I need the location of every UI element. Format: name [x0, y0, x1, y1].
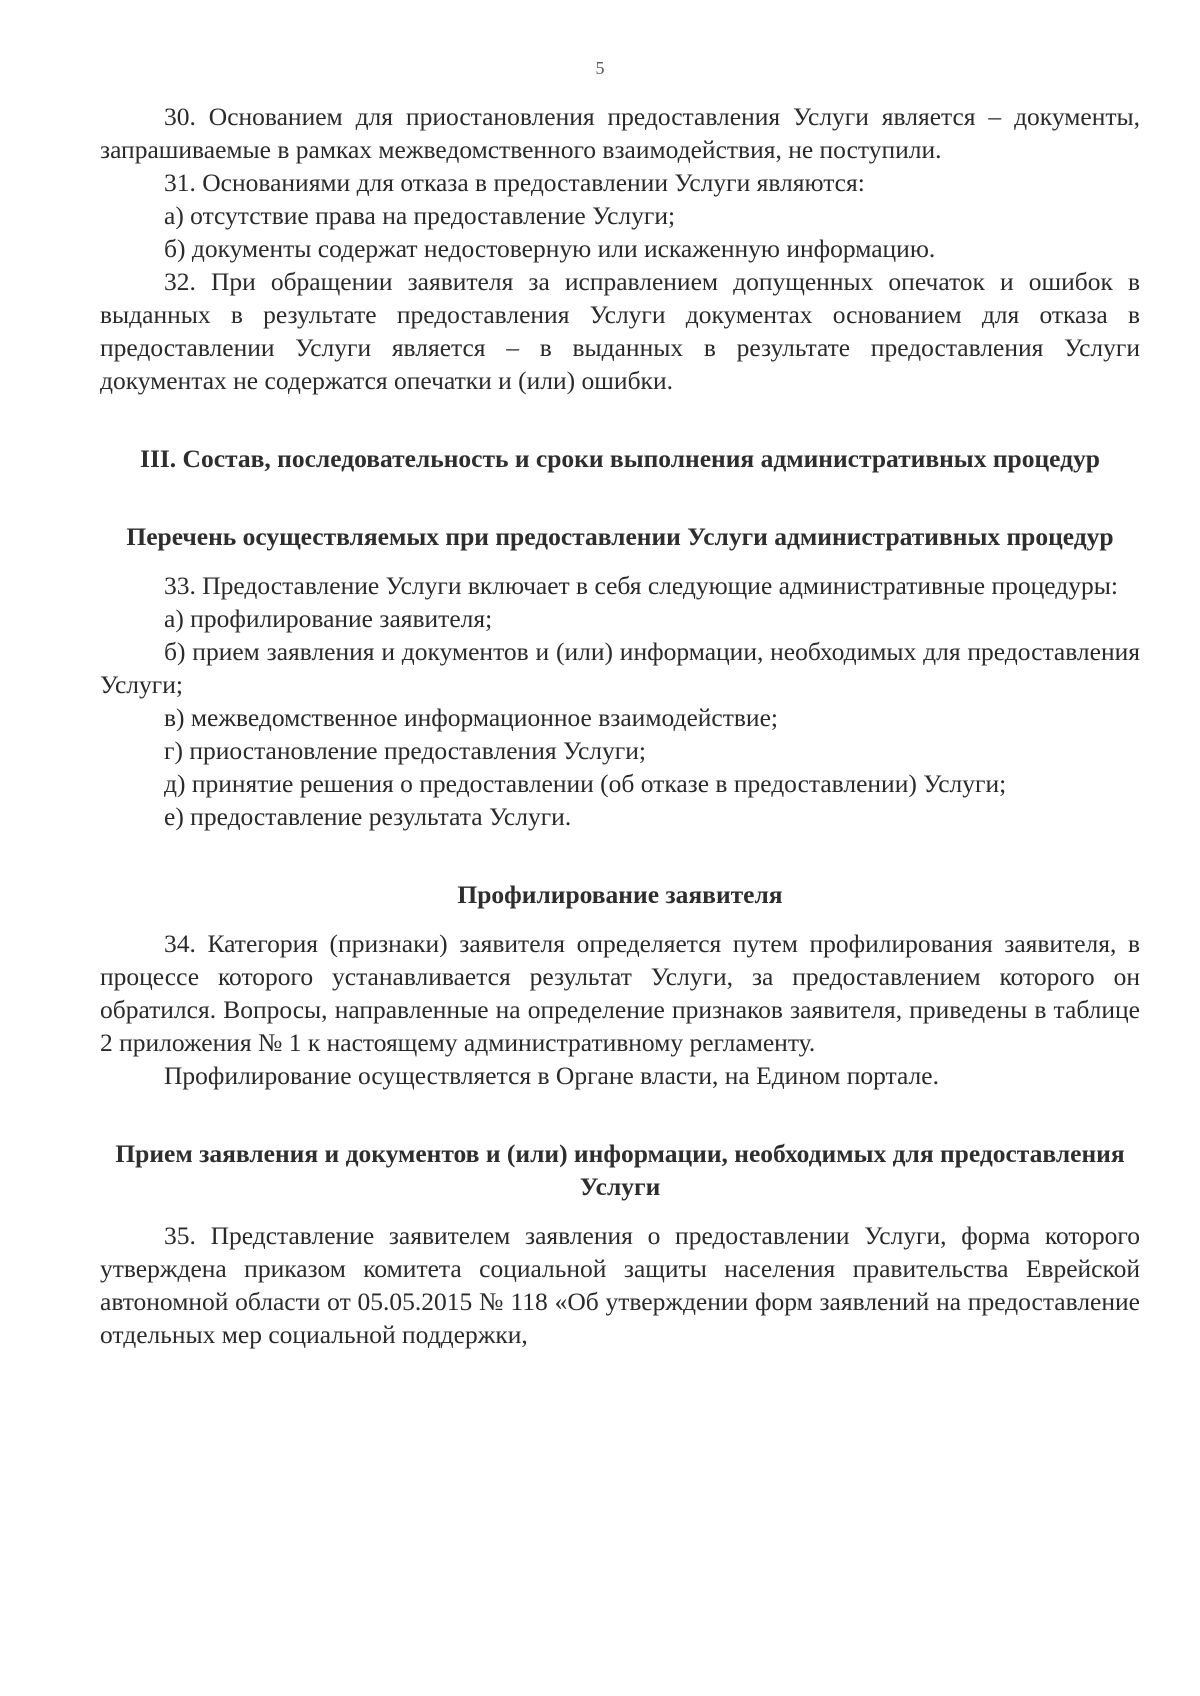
- paragraph-33-b: б) прием заявления и документов и (или) информации, необходимых для предоставления Услуги;: [100, 637, 1140, 699]
- paragraph-34-b: Профилирование осуществляется в Органе власти, на Едином портале.: [164, 1061, 939, 1090]
- paragraph-35: 35. Представление заявителем заявления о предоставлении Услуги, форма которого утверждена приказом комитета социальной защиты населения правительства Еврейской автономной области от 05.05.2015 № 118 «Об утверждении форм заявлений на предоставление отдельных мер социальной поддержки,: [100, 1221, 1140, 1349]
- paragraph-30: 30. Основанием для приостановления предоставления Услуги является – документы, запрашиваемые в рамках межведомственного взаимодействия, не поступили.: [100, 102, 1140, 164]
- paragraph-32: 32. При обращении заявителя за исправлением допущенных опечаток и ошибок в выданных в результате предоставления Услуги документах основанием для отказа в предоставлении Услуги является – в выданных в результате предоставления Услуги документах не содержатся опечатки и (или) ошибки.: [100, 267, 1140, 395]
- paragraph-33-c: в) межведомственное информационное взаимодействие;: [164, 703, 778, 732]
- paragraph-33-f: е) предоставление результата Услуги.: [164, 802, 572, 831]
- procedures-list-heading: Перечень осуществляемых при предоставлении Услуги административных процедур: [126, 522, 1114, 551]
- paragraph-33-a: а) профилирование заявителя;: [164, 604, 493, 633]
- paragraph-33: 33. Предоставление Услуги включает в себя следующие административные процедуры:: [164, 571, 1118, 600]
- profiling-heading: Профилирование заявителя: [457, 880, 783, 909]
- paragraph-31-a: а) отсутствие права на предоставление Услуги;: [164, 201, 676, 230]
- document-body: [100, 100, 1140, 1351]
- paragraph-31-b: б) документы содержат недостоверную или искаженную информацию.: [164, 234, 936, 263]
- reception-heading: Прием заявления и документов и (или) информации, необходимых для предоставления Услуги: [115, 1139, 1125, 1201]
- section-3-heading: III. Состав, последовательность и сроки выполнения административных процедур: [140, 444, 1100, 473]
- page-number: 5: [595, 58, 605, 78]
- paragraph-33-e: д) принятие решения о предоставлении (об отказе в предоставлении) Услуги;: [164, 769, 1007, 798]
- paragraph-33-d: г) приостановление предоставления Услуги;: [164, 736, 646, 765]
- paragraph-34: 34. Категория (признаки) заявителя определяется путем профилирования заявителя, в процессе которого устанавливается результат Услуги, за предоставлением которого он обратился. Вопросы, направленные на определение признаков заявителя, приведены в таблице 2 приложения № 1 к настоящему административному регламенту.: [100, 929, 1140, 1057]
- paragraph-31: 31. Основаниями для отказа в предоставлении Услуги являются:: [164, 168, 865, 197]
